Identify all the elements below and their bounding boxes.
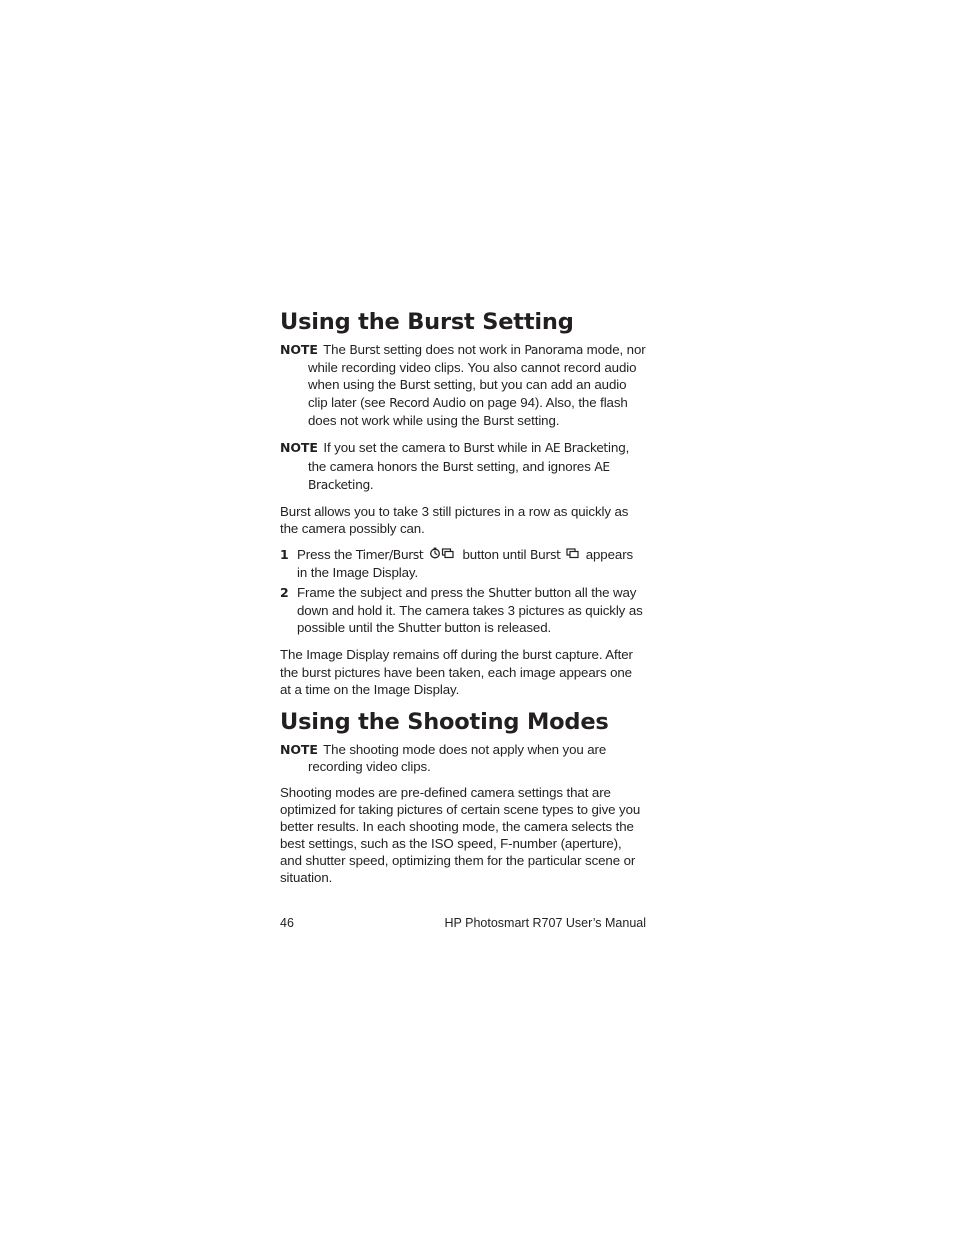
- burst-icon: [566, 547, 580, 564]
- step-text: appears in the Image Display.: [297, 546, 634, 581]
- timer-burst-icon: [429, 547, 457, 564]
- section-title-burst: Using the Burst Setting: [280, 309, 574, 335]
- manual-title: HP Photosmart R707 User’s Manual: [444, 916, 646, 930]
- ui-term-timer-burst: Timer/Burst: [355, 547, 424, 562]
- ui-term-shutter: Shutter: [397, 621, 441, 636]
- note-text: setting, but you can add an audio clip later (see: [308, 377, 627, 411]
- ui-term-burst: Burst: [483, 414, 514, 429]
- note-label: NOTE: [280, 440, 318, 456]
- note-text: on page 94). Also, the flash does not work while using the: [308, 395, 628, 429]
- note-label: NOTE: [280, 741, 318, 757]
- ui-term-shutter: Shutter: [488, 586, 532, 601]
- page-content: [280, 307, 646, 895]
- note-text: setting.: [517, 413, 560, 429]
- step-text: button is released.: [444, 620, 552, 636]
- note-text: .: [369, 476, 374, 492]
- burst-steps-list: [280, 546, 646, 637]
- note-shooting-mode-video: [280, 741, 646, 775]
- note-ae-bracketing: [280, 439, 646, 493]
- section-title-shooting-modes: Using the Shooting Modes: [280, 708, 609, 735]
- step-text: Press the: [297, 546, 353, 562]
- step-item: [280, 584, 646, 637]
- ui-term-burst: Burst: [529, 547, 561, 562]
- note-text: The: [323, 342, 346, 357]
- note-text: setting, and ignores: [476, 458, 591, 474]
- ui-term-ae-bracketing: AE Bracketing: [544, 441, 626, 456]
- ui-term-burst: Burst: [399, 378, 431, 393]
- ui-term-ae-bracketing: AE Bracketing: [308, 459, 610, 492]
- note-text: mode, nor while recording video clips. You also cannot record audio when using the: [308, 342, 646, 393]
- note-text: If you set the camera to: [323, 440, 460, 456]
- step-text: button until: [462, 546, 527, 562]
- ui-term-panorama: Panorama: [524, 343, 584, 357]
- step-text: Frame the subject and press the: [297, 585, 485, 601]
- burst-intro-paragraph: Burst allows you to take 3 still pictures in a row as quickly as the camera possibly can.: [280, 503, 629, 536]
- burst-closing-paragraph: The Image Display remains off during the burst capture. After the burst pictures have been taken, each image appears one at a time on the Image Display.: [280, 647, 633, 697]
- step-text: button all the way down and hold it. The camera takes 3 pictures as quickly as possible until the: [297, 585, 643, 636]
- step-number: 1: [280, 546, 289, 562]
- note-text: , the camera honors the: [308, 440, 630, 474]
- ui-term-burst: Burst: [463, 441, 495, 456]
- ui-term-record-audio: Record Audio: [389, 396, 466, 411]
- note-text: The shooting mode does not apply when you are recording video clips.: [308, 741, 607, 774]
- note-burst-limitations: [280, 341, 646, 430]
- note-text: while in: [497, 440, 542, 456]
- ui-term-burst: Burst: [442, 459, 474, 474]
- shooting-modes-paragraph: Shooting modes are pre-defined camera settings that are optimized for taking pictures of certain scene types to give you better results. In each shooting mode, the camera selects the best settings, such as the ISO speed, F-number (aperture), and shutter speed, optimizing them for the particular scene or situation.: [280, 784, 641, 886]
- note-text: setting does not work in: [383, 342, 521, 357]
- page-number: 46: [280, 916, 294, 930]
- note-label: NOTE: [280, 342, 318, 357]
- step-item: [280, 546, 646, 581]
- step-number: 2: [280, 585, 289, 601]
- ui-term-burst: Burst: [349, 343, 380, 357]
